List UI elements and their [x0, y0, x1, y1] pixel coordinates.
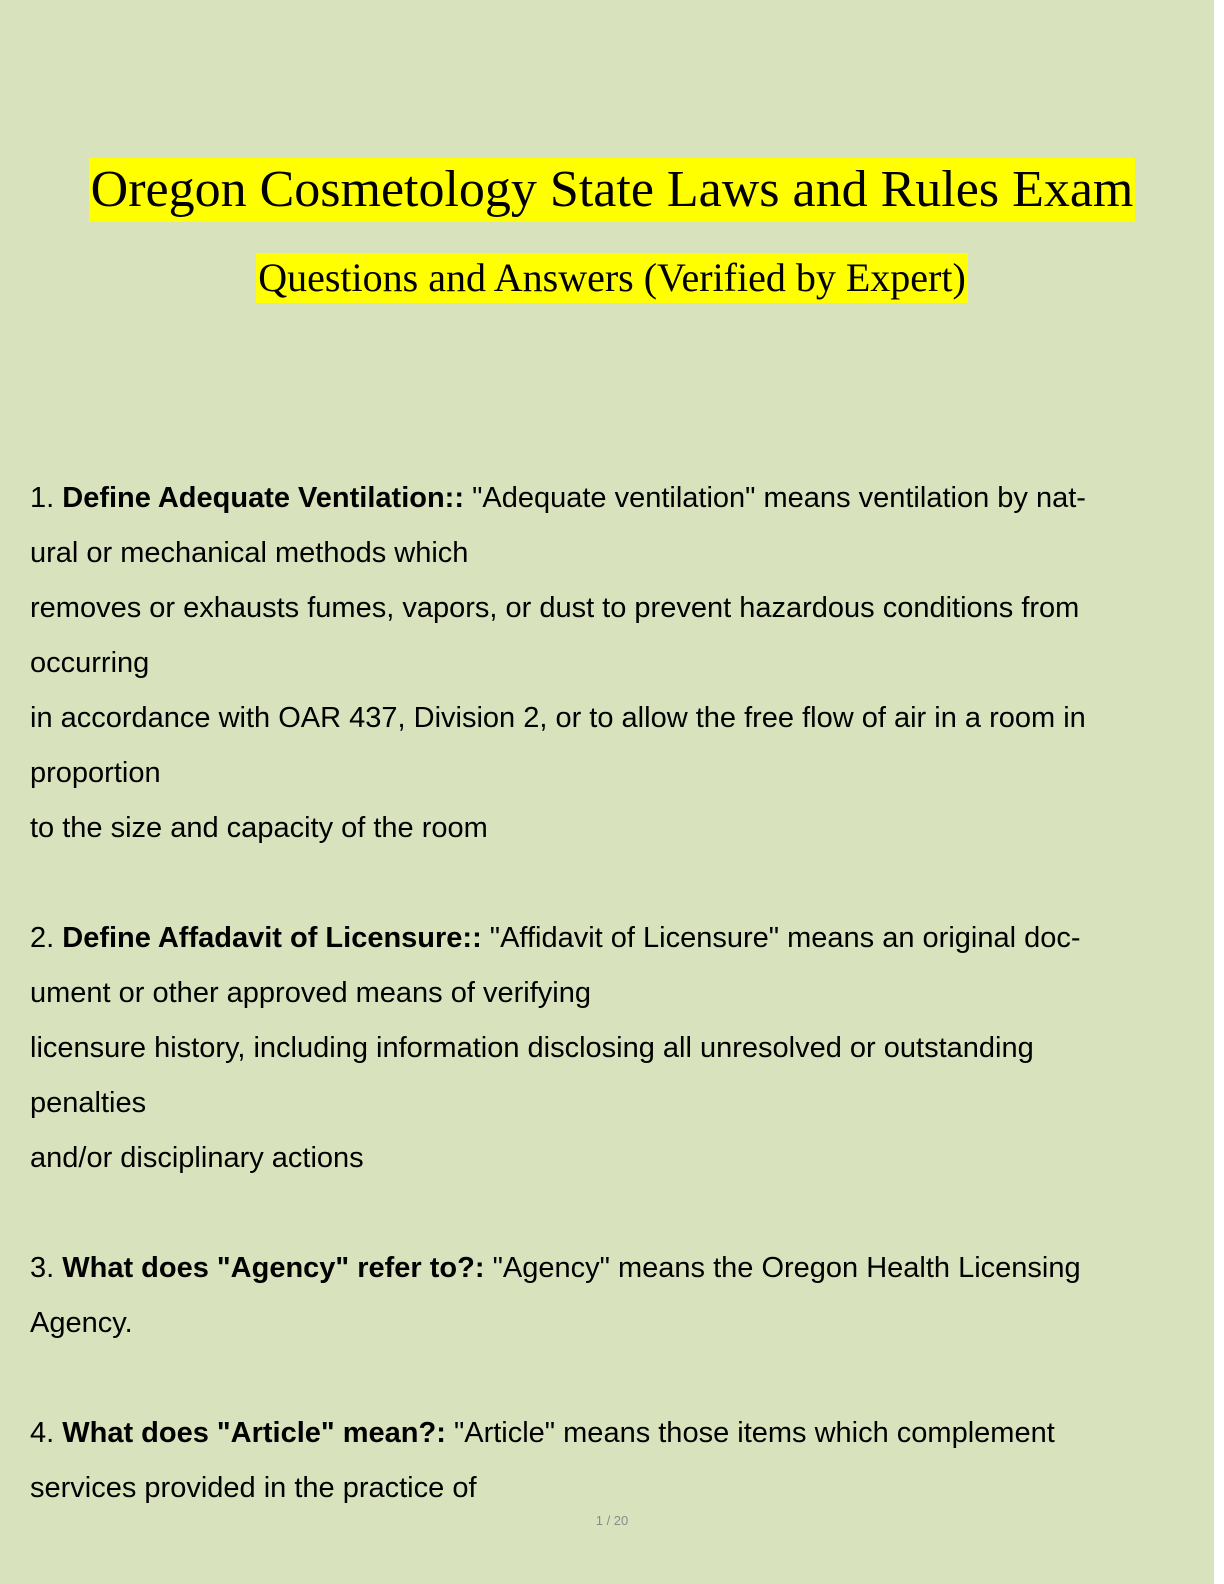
- page-indicator: 1 / 20: [595, 1513, 629, 1528]
- answer-line: ument or other approved means of verifying: [30, 977, 591, 1009]
- question-text: What does "Article" mean?:: [62, 1417, 446, 1449]
- item-number: 3.: [30, 1252, 55, 1284]
- answer-line: "Article" means those items which complement: [453, 1417, 1055, 1449]
- answer-line: removes or exhausts fumes, vapors, or dust to prevent hazardous conditions from: [30, 592, 1080, 624]
- qa-line: [30, 1406, 1195, 1461]
- title-block: [0, 158, 1224, 222]
- document-title: Oregon Cosmetology State Laws and Rules Exam: [89, 158, 1136, 222]
- qa-line: [30, 911, 1195, 966]
- subtitle-block: [0, 253, 1224, 303]
- qa-line: [30, 471, 1195, 526]
- qa-item-3: [30, 1241, 1195, 1351]
- item-number: 4.: [30, 1417, 55, 1449]
- answer-line: proportion: [30, 757, 161, 789]
- question-text: Define Affadavit of Licensure::: [62, 922, 482, 954]
- answer-line: Agency.: [30, 1307, 133, 1339]
- answer-line: in accordance with OAR 437, Division 2, or to allow the free flow of air in a room in: [30, 702, 1086, 734]
- answer-line: and/or disciplinary actions: [30, 1142, 364, 1174]
- page-right-edge: [1214, 0, 1224, 1584]
- qa-item-4: [30, 1406, 1195, 1516]
- answer-line: "Agency" means the Oregon Health Licensing: [492, 1252, 1081, 1284]
- document-subtitle: Questions and Answers (Verified by Expert): [256, 253, 968, 303]
- question-text: What does "Agency" refer to?:: [62, 1252, 485, 1284]
- answer-line: penalties: [30, 1087, 147, 1119]
- question-text: Define Adequate Ventilation::: [62, 482, 464, 514]
- answer-line: licensure history, including information disclosing all unresolved or outstanding: [30, 1032, 1034, 1064]
- qa-line: [30, 1241, 1195, 1296]
- answer-line: occurring: [30, 647, 150, 679]
- answer-line: "Affidavit of Licensure" means an original doc-: [489, 922, 1081, 954]
- answer-line: ural or mechanical methods which: [30, 537, 469, 569]
- answer-line: to the size and capacity of the room: [30, 812, 488, 844]
- qa-list: [30, 471, 1195, 1571]
- qa-item-1: [30, 471, 1195, 856]
- answer-line: "Adequate ventilation" means ventilation by nat-: [472, 482, 1086, 514]
- answer-line: services provided in the practice of: [30, 1472, 477, 1504]
- item-number: 1.: [30, 482, 55, 514]
- item-number: 2.: [30, 922, 55, 954]
- qa-item-2: [30, 911, 1195, 1186]
